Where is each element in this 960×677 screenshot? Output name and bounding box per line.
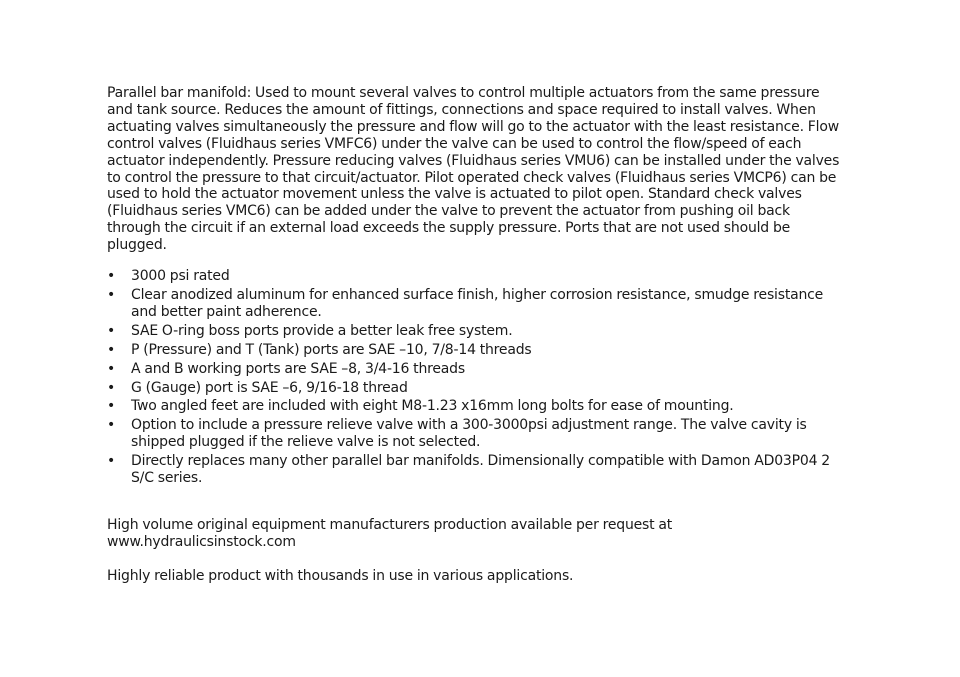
bullet-icon: • bbox=[107, 360, 116, 377]
bullet-icon: • bbox=[107, 379, 116, 396]
feature-item bbox=[107, 453, 847, 487]
feature-item bbox=[107, 398, 847, 415]
feature-list bbox=[107, 268, 847, 487]
bullet-icon: • bbox=[107, 341, 116, 358]
reliability-note: Highly reliable product with thousands in use in various applications. bbox=[107, 567, 574, 584]
feature-item bbox=[107, 380, 847, 397]
feature-text: SAE O-ring boss ports provide a better leak free system. bbox=[131, 322, 513, 339]
feature-item bbox=[107, 361, 847, 378]
feature-item bbox=[107, 323, 847, 340]
feature-item bbox=[107, 417, 847, 451]
feature-text: Option to include a pressure relieve valve with a 300-3000psi adjustment range. The valve cavity is shipped plugged if the relieve valve is not selected. bbox=[131, 417, 807, 451]
feature-text: A and B working ports are SAE –8, 3/4-16 threads bbox=[131, 360, 465, 377]
bullet-icon: • bbox=[107, 453, 116, 470]
feature-text: Clear anodized aluminum for enhanced surface finish, higher corrosion resistance, smudge resistance and better paint adherence. bbox=[131, 286, 824, 320]
product-description bbox=[107, 85, 847, 585]
feature-text: G (Gauge) port is SAE –6, 9/16-18 thread bbox=[131, 379, 408, 396]
feature-text: P (Pressure) and T (Tank) ports are SAE –10, 7/8-14 threads bbox=[131, 341, 532, 358]
feature-text: Two angled feet are included with eight M8-1.23 x16mm long bolts for ease of mounting. bbox=[131, 398, 734, 415]
feature-item bbox=[107, 342, 847, 359]
oem-note: High volume original equipment manufacturers production available per request at www.hydraulicsinstock.com bbox=[107, 516, 673, 550]
bullet-icon: • bbox=[107, 268, 116, 285]
bullet-icon: • bbox=[107, 286, 116, 303]
feature-text: Directly replaces many other parallel bar manifolds. Dimensionally compatible with Damon AD03P04 2 S/C series. bbox=[131, 453, 830, 487]
bullet-icon: • bbox=[107, 398, 116, 415]
feature-text: 3000 psi rated bbox=[131, 268, 230, 285]
intro-paragraph: Parallel bar manifold: Used to mount several valves to control multiple actuators from the same pressure and tank source. Reduces the amount of fittings, connections and space required to install valves. When actuating valves simultaneously the pressure and flow will go to the actuator with the least resistance. Flow control valves (Fluidhaus series VMFC6) under the valve can be used to control the flow/speed of each actuator independently. Pressure reducing valves (Fluidhaus series VMU6) can be installed under the valves to control the pressure to that circuit/actuator. Pilot operated check valves (Fluidhaus series VMCP6) can be used to hold the actuator movement unless the valve is actuated to pilot open. Standard check valves (Fluidhaus series VMC6) can be added under the valve to prevent the actuator from pushing oil back through the circuit if an external load exceeds the supply pressure. Ports that are not used should be plugged. bbox=[107, 85, 840, 254]
bullet-icon: • bbox=[107, 322, 116, 339]
bullet-icon: • bbox=[107, 417, 116, 434]
feature-item bbox=[107, 287, 847, 321]
feature-item bbox=[107, 268, 847, 285]
